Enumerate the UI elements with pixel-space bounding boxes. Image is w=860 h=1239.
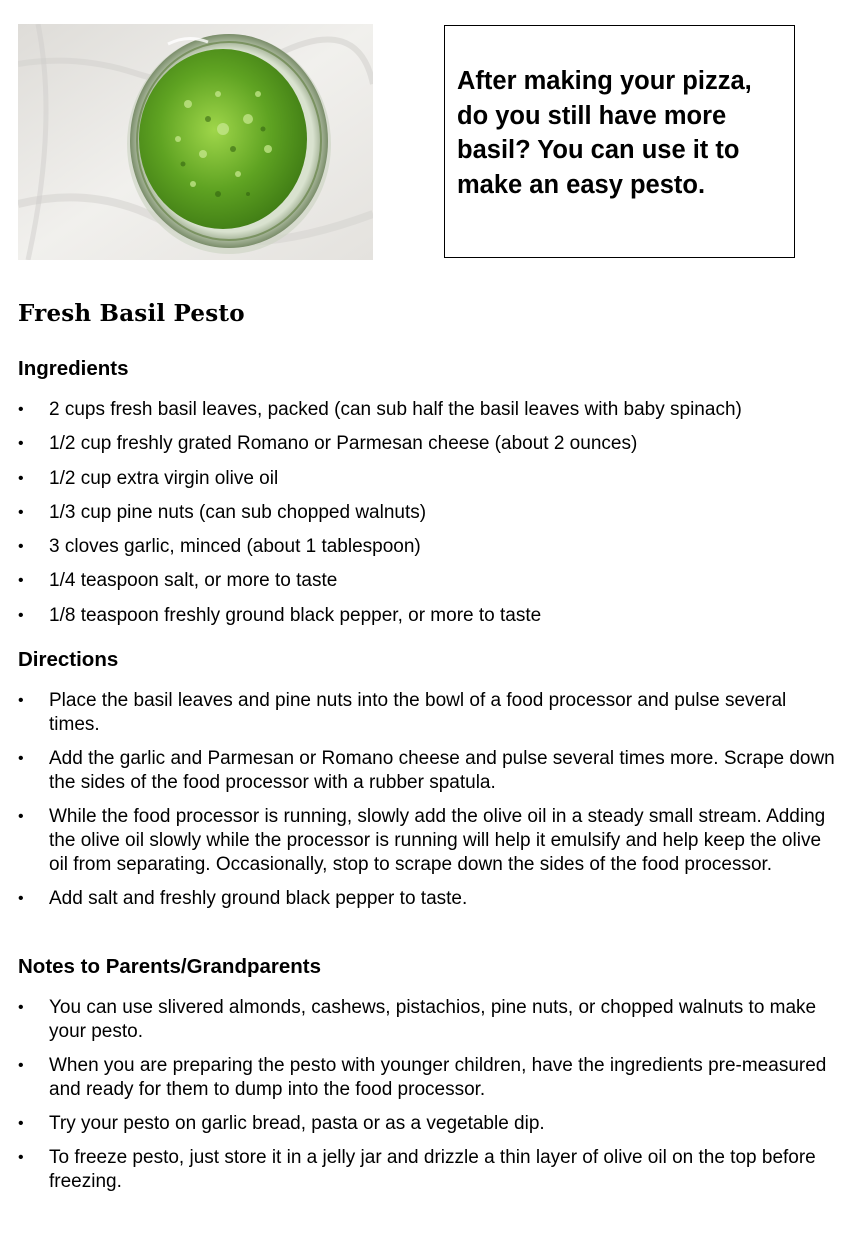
list-item: • While the food processor is running, slowly add the olive oil in a steady small stream. Adding the olive oil slowly while the processor is running will help it emulsify and help keep the olive oil from separating. Occasionally, stop to scrape down the sides of the food processor. [18,805,838,877]
pesto-bowl-image [18,24,373,260]
list-item: • 1/3 cup pine nuts (can sub chopped walnuts) [18,501,838,525]
list-item: • Add the garlic and Parmesan or Romano cheese and pulse several times more. Scrape down the sides of the food processor with a rubber spatula. [18,747,838,795]
list-item: • 1/8 teaspoon freshly ground black pepper, or more to taste [18,604,838,628]
notes-heading: Notes to Parents/Grandparents [18,955,322,978]
list-item: • You can use slivered almonds, cashews, pistachios, pine nuts, or chopped walnuts to make your pesto. [18,996,838,1044]
directions-heading: Directions [18,648,119,671]
list-item: • Try your pesto on garlic bread, pasta or as a vegetable dip. [18,1112,838,1136]
notes-list [18,996,838,1204]
directions-list [18,689,838,921]
list-item: • Add salt and freshly ground black pepper to taste. [18,887,838,911]
list-item: • When you are preparing the pesto with younger children, have the ingredients pre-measured and ready for them to dump into the food processor. [18,1054,838,1102]
list-item: • 1/2 cup freshly grated Romano or Parmesan cheese (about 2 ounces) [18,432,838,456]
list-item: • 1/4 teaspoon salt, or more to taste [18,569,838,593]
callout-box [444,25,795,258]
list-item: • 2 cups fresh basil leaves, packed (can sub half the basil leaves with baby spinach) [18,398,838,422]
list-item: • 1/2 cup extra virgin olive oil [18,467,838,491]
recipe-title: Fresh Basil Pesto [18,300,245,327]
list-item: • To freeze pesto, just store it in a jelly jar and drizzle a thin layer of olive oil on the top before freezing. [18,1146,838,1194]
ingredients-list [18,398,838,638]
pesto-bowl-photo [18,24,373,260]
ingredients-heading: Ingredients [18,357,129,380]
callout-text: After making your pizza, do you still have more basil? You can use it to make an easy pesto. [457,67,752,199]
list-item: • Place the basil leaves and pine nuts into the bowl of a food processor and pulse several times. [18,689,838,737]
list-item: • 3 cloves garlic, minced (about 1 tablespoon) [18,535,838,559]
